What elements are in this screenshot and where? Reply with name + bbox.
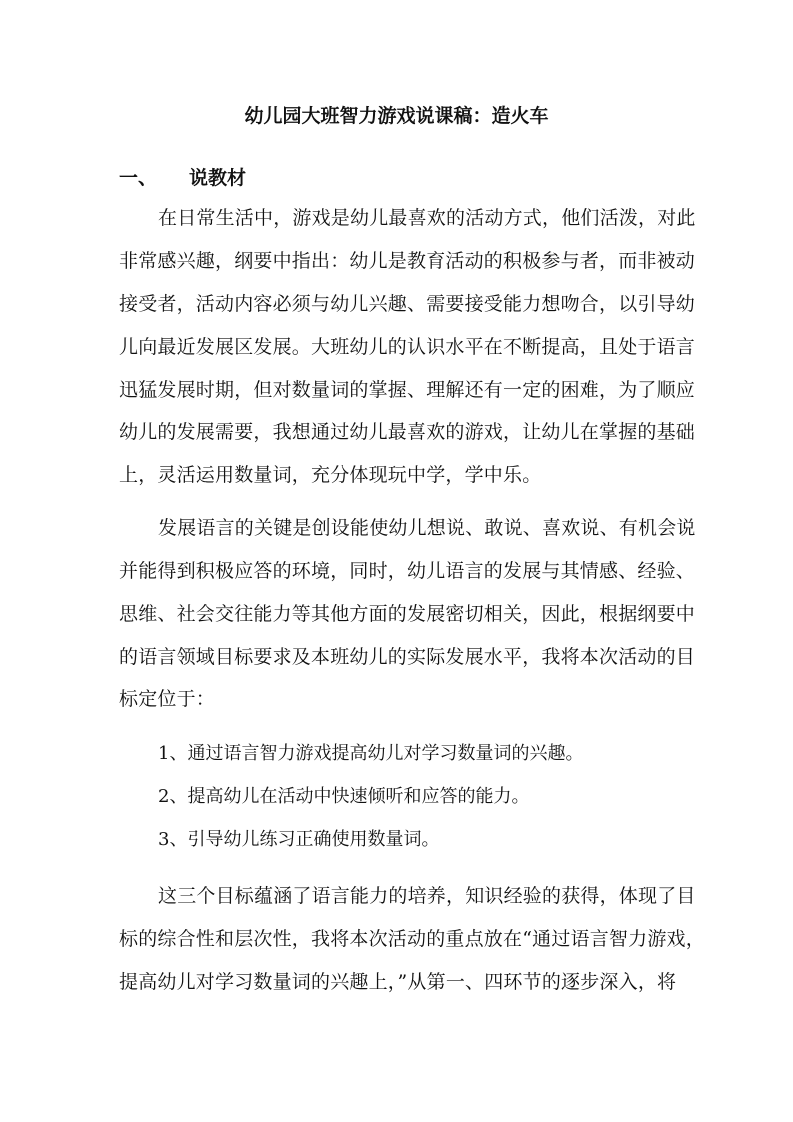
paragraph-line: 思维、社会交往能力等其他方面的发展密切相关，因此，根据纲要中 <box>119 603 696 625</box>
paragraph-line: 儿向最近发展区发展。大班幼儿的认识水平在不断提高，且处于语言 <box>119 336 696 358</box>
section-number: 一、 <box>119 167 158 189</box>
paragraph-line: 这三个目标蕴涵了语言能力的培养，知识经验的获得，体现了目 <box>158 885 696 907</box>
paragraph-line: 非常感兴趣，纲要中指出：幼儿是教育活动的积极参与者，而非被动 <box>119 250 696 272</box>
paragraph-line: 标定位于： <box>119 688 216 710</box>
paragraph-line: 并能得到积极应答的环境，同时，幼儿语言的发展与其情感、经验、 <box>119 560 696 582</box>
paragraph-line: 标的综合性和层次性，我将本次活动的重点放在“通过语言智力游戏， <box>119 928 705 950</box>
paragraph-line: 发展语言的关键是创设能使幼儿想说、敢说、喜欢说、有机会说 <box>158 517 696 539</box>
section-heading <box>119 164 246 192</box>
paragraph-line: 幼儿的发展需要，我想通过幼儿最喜欢的游戏，让幼儿在掌握的基础 <box>119 421 696 443</box>
goal-item: 1、通过语言智力游戏提高幼儿对学习数量词的兴趣。 <box>158 743 584 764</box>
paragraph-line: 上，灵活运用数量词，充分体现玩中学，学中乐。 <box>119 464 542 486</box>
paragraph-line: 的语言领域目标要求及本班幼儿的实际发展水平，我将本次活动的目 <box>119 646 696 668</box>
paragraph-line: 在日常生活中，游戏是幼儿最喜欢的活动方式，他们活泼，对此 <box>158 207 696 229</box>
paragraph-line: 提高幼儿对学习数量词的兴趣上，”从第一、四环节的逐步深入，将 <box>119 971 677 993</box>
goal-item: 3、引导幼儿练习正确使用数量词。 <box>158 829 440 850</box>
paragraph-line: 迅猛发展时期，但对数量词的掌握、理解还有一定的困难，为了顺应 <box>119 379 696 401</box>
section-title: 说教材 <box>189 167 247 189</box>
document-title: 幼儿园大班智力游戏说课稿：造火车 <box>244 105 549 127</box>
goal-item: 2、提高幼儿在活动中快速倾听和应答的能力。 <box>158 786 530 807</box>
paragraph-line: 接受者，活动内容必须与幼儿兴趣、需要接受能力想吻合，以引导幼 <box>119 293 696 315</box>
